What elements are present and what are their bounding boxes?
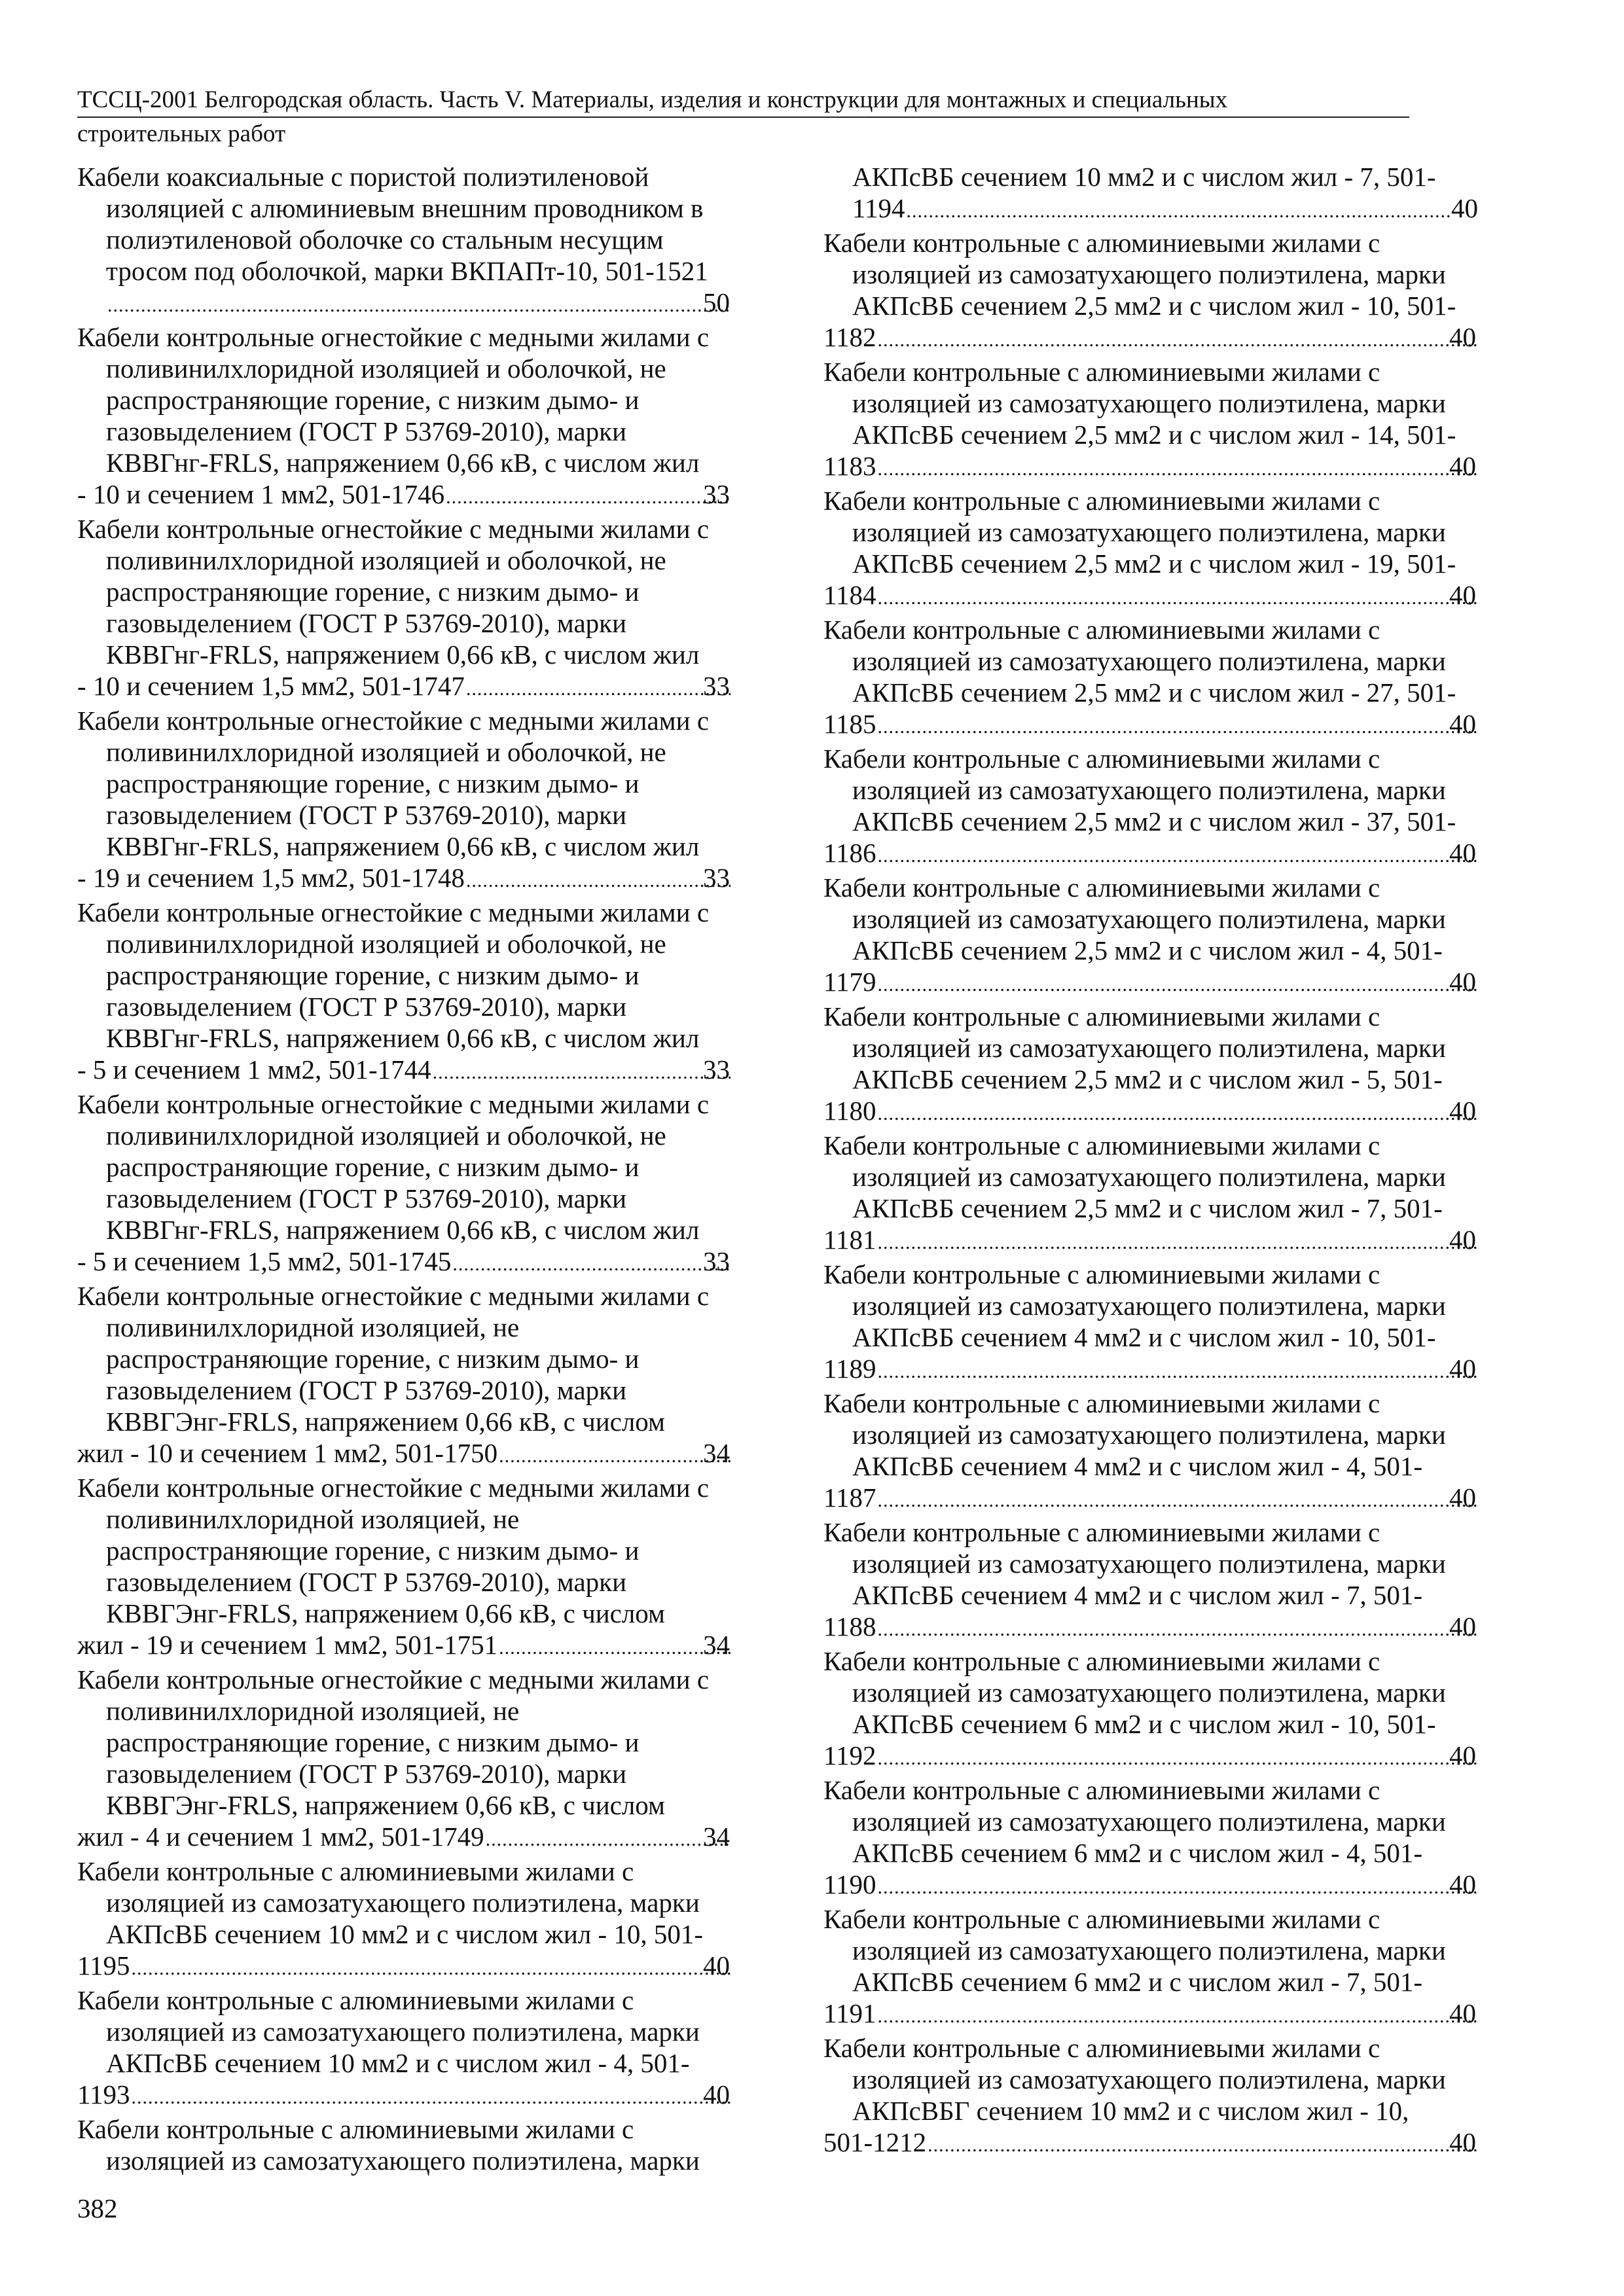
dot-leader [433,1057,731,1088]
entry-tail: 1195 ..... 40 [106,1950,732,1984]
entry-last-line: 1193 [77,2079,130,2109]
entry-last-line: - 5 и сечением 1 мм2, 501-1744 [77,1054,431,1085]
dot-leader [877,840,1477,872]
entry-page-ref: 40 [1451,193,1478,223]
entry-tail: 1189 ..... 40 [852,1353,1478,1388]
index-entry [823,1259,1478,1388]
dot-leader [877,325,1477,356]
entry-tail: - 5 и сечением 1,5 мм2, 501-1745 ..... 33 [106,1246,732,1280]
header-subtitle: строительных работ [77,120,286,147]
entry-text: АКПсВБ сечением 10 мм2 и с числом жил - 7, 501- [852,162,1436,192]
entry-text: Кабели контрольные с алюминиевыми жилами с изоляцией из самозатухающего полиэтилена, марки АКПсВБ сечением 4 мм2 и с числом жил - 4, 501- [823,1388,1446,1481]
dot-leader [452,1249,731,1280]
index-entry [823,227,1478,356]
entry-text: Кабели контрольные огнестойкие с медными жилами с поливинилхлоридной изоляцией и оболочкой, не распространяющие горение, с низким дымо- и газовыделением (ГОСТ Р 53769-2010), марки КВВГнг-FRLS, напряжением 0,66 кВ, с числом жил [77,706,710,861]
dot-leader [466,865,731,897]
entry-tail: - 5 и сечением 1 мм2, 501-1744 ..... 33 [106,1054,732,1088]
index-entry [823,1130,1478,1259]
entry-last-line: 1192 [823,1740,876,1770]
entry-tail: 1190 ..... 40 [852,1869,1478,1903]
entry-last-line: 1180 [823,1096,876,1126]
entry-last-line: 1188 [823,1611,876,1641]
index-entry [77,2113,732,2176]
index-entry [823,1645,1478,1774]
index-entry [77,1984,732,2113]
entry-tail: 1193 ..... 40 [106,2079,732,2113]
dot-leader [877,1614,1477,1645]
entry-last-line: 1179 [823,967,876,997]
entry-text: Кабели контрольные огнестойкие с медными жилами с поливинилхлоридной изоляцией, не распространяющие горение, с низким дымо- и газовыделением (ГОСТ Р 53769-2010), марки КВВГЭнг-FRLS, напряжением 0,66 кВ, с числом [77,1473,710,1628]
entry-text: Кабели контрольные с алюминиевыми жилами с изоляцией из самозатухающего полиэтилена, марки АКПсВБ сечением 2,5 мм2 и с числом жил - 5, 501- [823,1001,1446,1094]
entry-tail: 1191 ..... 40 [852,1998,1478,2032]
index-entry-continuation [823,161,1478,227]
entry-tail: 1188 ..... 40 [852,1611,1478,1645]
entry-tail: жил - 4 и сечением 1 мм2, 501-1749 ..... 34 [106,1821,732,1856]
entry-last-line: - 5 и сечением 1,5 мм2, 501-1745 [77,1246,452,1276]
dot-leader [877,583,1477,614]
index-entry [823,1903,1478,2032]
entry-tail: 501-1212 ..... 40 [852,2126,1478,2161]
index-entry [77,1472,732,1664]
index-column-right [823,161,1478,2161]
entry-tail: 1184 ..... 40 [852,579,1478,614]
entry-last-line: жил - 10 и сечением 1 мм2, 501-1750 [77,1438,498,1468]
entry-last-line: 1181 [823,1225,876,1255]
entry-tail: - 10 и сечением 1 мм2, 501-1746 ..... 33 [106,478,732,513]
entry-last-line: - 10 и сечением 1 мм2, 501-1746 [77,479,445,509]
index-entry [823,1516,1478,1645]
entry-text: Кабели контрольные с алюминиевыми жилами с изоляцией из самозатухающего полиэтилена, марки АКПсВБ сечением 6 мм2 и с числом жил - 7, 501- [823,1904,1446,1997]
entry-text: Кабели контрольные огнестойкие с медными жилами с поливинилхлоридной изоляцией, не распространяющие горение, с низким дымо- и газовыделением (ГОСТ Р 53769-2010), марки КВВГЭнг-FRLS, напряжением 0,66 кВ, с числом [77,1281,710,1437]
index-entry [823,485,1478,614]
dot-leader [499,1632,731,1664]
entry-last-line: 501-1212 [823,2127,927,2157]
index-entry [77,1280,732,1472]
dot-leader [499,1441,731,1472]
index-entry [77,513,732,705]
dot-leader [877,969,1477,1001]
index-entry [823,356,1478,485]
entry-text: Кабели контрольные с алюминиевыми жилами с изоляцией из самозатухающего полиэтилена, марки АКПсВБ сечением 2,5 мм2 и с числом жил - 19, 501- [823,486,1456,579]
index-entry [823,614,1478,743]
index-entry [77,161,732,321]
entry-text: Кабели контрольные с алюминиевыми жилами с изоляцией из самозатухающего полиэтилена, марки АКПсВБ сечением 2,5 мм2 и с числом жил - 4, 501- [823,872,1446,965]
dot-leader [877,1485,1477,1516]
entry-tail [852,192,1478,227]
index-entry [77,1664,732,1856]
entry-last-line: 1186 [823,838,876,868]
entry-last-line: 1187 [823,1482,876,1513]
entry-text: Кабели контрольные огнестойкие с медными жилами с поливинилхлоридной изоляцией и оболочкой, не распространяющие горение, с низким дымо- и газовыделением (ГОСТ Р 53769-2010), марки КВВГнг-FRLS, напряжением 0,66 кВ, с числом жил [77,1089,710,1245]
dot-leader [877,1227,1477,1259]
dot-leader [446,482,731,513]
entry-tail: 1192 ..... 40 [852,1740,1478,1774]
index-entry [77,1088,732,1280]
entry-text: Кабели коаксиальные с пористой полиэтиленовой изоляцией с алюминиевым внешним проводником в полиэтиленовой оболочке со стальным несущим тросом под оболочкой, марки ВКПАПт-10, 501-1521 [77,162,708,286]
entry-tail: - 10 и сечением 1,5 мм2, 501-1747 ..... 33 [106,670,732,705]
dot-leader [466,673,731,705]
entry-last-line: 1189 [823,1354,876,1384]
entry-text: Кабели контрольные с алюминиевыми жилами с изоляцией из самозатухающего полиэтилена, марки АКПсВБ сечением 10 мм2 и с числом жил - 10, 501- [77,1856,704,1949]
entry-text: Кабели контрольные с алюминиевыми жилами с изоляцией из самозатухающего полиэтилена, марки АКПсВБ сечением 4 мм2 и с числом жил - 10, 501- [823,1259,1446,1352]
dot-leader [877,1872,1477,1903]
dot-leader [107,290,731,321]
entry-last-line: жил - 19 и сечением 1 мм2, 501-1751 [77,1630,498,1660]
entry-tail: 1182 ..... 40 [852,321,1478,356]
dot-leader [928,2130,1477,2161]
dot-leader [877,711,1477,743]
entry-last-line: - 10 и сечением 1,5 мм2, 501-1747 [77,671,465,701]
entry-tail: 1181 ..... 40 [852,1224,1478,1259]
dot-leader [877,1098,1477,1130]
entry-tail: жил - 10 и сечением 1 мм2, 501-1750 ..... 34 [106,1437,732,1472]
page-number: 382 [77,2193,118,2223]
dot-leader [906,196,1450,227]
entry-text: Кабели контрольные огнестойкие с медными жилами с поливинилхлоридной изоляцией, не распространяющие горение, с низким дымо- и газовыделением (ГОСТ Р 53769-2010), марки КВВГЭнг-FRLS, напряжением 0,66 кВ, с числом [77,1664,710,1820]
index-column-left [77,161,732,2176]
header-title: ТССЦ-2001 Белгородская область. Часть V. Материалы, изделия и конструкции для монтажных и специальных [77,84,1409,118]
entry-last-line: 1195 [77,1950,130,1981]
index-entry [823,2032,1478,2161]
entry-text: Кабели контрольные с алюминиевыми жилами с изоляцией из самозатухающего полиэтилена, марки АКПсВБ сечением 10 мм2 и с числом жил - 4, 501- [77,1985,700,2078]
entry-last-line: 1183 [823,451,876,481]
entry-last-line: 1185 [823,709,876,739]
entry-text: Кабели контрольные огнестойкие с медными жилами с поливинилхлоридной изоляцией и оболочкой, не распространяющие горение, с низким дымо- и газовыделением (ГОСТ Р 53769-2010), марки КВВГнг-FRLS, напряжением 0,66 кВ, с числом жил [77,322,710,478]
dot-leader [486,1824,731,1856]
index-entry [823,1001,1478,1130]
entry-tail: 1185 ..... 40 [852,708,1478,743]
dot-leader [877,1743,1477,1774]
entry-text: Кабели контрольные с алюминиевыми жилами с изоляцией из самозатухающего полиэтилена, марки АКПсВБ сечением 2,5 мм2 и с числом жил - 37, 501- [823,744,1456,836]
dot-leader [877,454,1477,485]
entry-last-line: 1190 [823,1869,876,1899]
entry-tail: 1187 ..... 40 [852,1482,1478,1516]
entry-text: Кабели контрольные огнестойкие с медными жилами с поливинилхлоридной изоляцией и оболочкой, не распространяющие горение, с низким дымо- и газовыделением (ГОСТ Р 53769-2010), марки КВВГнг-FRLS, напряжением 0,66 кВ, с числом жил [77,514,710,670]
dot-leader [877,2001,1477,2032]
index-entry [77,1856,732,1984]
index-entry [823,1388,1478,1516]
entry-text: Кабели контрольные с алюминиевыми жилами с изоляцией из самозатухающего полиэтилена, марки АКПсВБ сечением 2,5 мм2 и с числом жил - 7, 501- [823,1130,1446,1223]
entry-text: Кабели контрольные с алюминиевыми жилами с изоляцией из самозатухающего полиэтилена, марки АКПсВБГ сечением 10 мм2 и с числом жил - 10, [823,2033,1446,2126]
dot-leader [131,2082,731,2113]
entry-last-line: 1182 [823,322,876,352]
entry-last-line: 1194 [852,193,905,223]
running-header [77,84,1409,151]
entry-text: Кабели контрольные с алюминиевыми жилами с изоляцией из самозатухающего полиэтилена, марки АКПсВБ сечением 2,5 мм2 и с числом жил - 27, 501- [823,615,1456,708]
entry-last-line: 1191 [823,1998,876,2028]
entry-tail: - 19 и сечением 1,5 мм2, 501-1748 ..... 33 [106,862,732,897]
entry-text: Кабели контрольные с алюминиевыми жилами с изоляцией из самозатухающего полиэтилена, марки АКПсВБ сечением 6 мм2 и с числом жил - 10, 501- [823,1646,1446,1739]
entry-text: Кабели контрольные с алюминиевыми жилами с изоляцией из самозатухающего полиэтилена, марки АКПсВБ сечением 2,5 мм2 и с числом жил - 10, 501- [823,228,1456,321]
index-entry [77,705,732,897]
entry-text: Кабели контрольные с алюминиевыми жилами с изоляцией из самозатухающего полиэтилена, марки [77,2114,700,2176]
entry-text: Кабели контрольные с алюминиевыми жилами с изоляцией из самозатухающего полиэтилена, марки АКПсВБ сечением 4 мм2 и с числом жил - 7, 501- [823,1517,1446,1610]
entry-tail: жил - 19 и сечением 1 мм2, 501-1751 ..... 34 [106,1629,732,1664]
entry-last-line: жил - 4 и сечением 1 мм2, 501-1749 [77,1821,484,1852]
dot-leader [131,1953,731,1984]
index-entry [823,743,1478,872]
entry-last-line: - 19 и сечением 1,5 мм2, 501-1748 [77,863,465,893]
entry-last-line: 1184 [823,580,876,610]
index-entry [823,872,1478,1001]
entry-text: Кабели контрольные с алюминиевыми жилами с изоляцией из самозатухающего полиэтилена, марки АКПсВБ сечением 6 мм2 и с числом жил - 4, 501- [823,1775,1446,1868]
entry-tail: 1186 ..... 40 [852,837,1478,872]
dot-leader [877,1356,1477,1388]
entry-tail: 1179 ..... 40 [852,966,1478,1001]
entry-tail: ..... 50 [106,287,732,321]
index-entry [77,321,732,513]
entry-tail: 1180 ..... 40 [852,1095,1478,1130]
index-entry [77,897,732,1088]
entry-text: Кабели контрольные огнестойкие с медными жилами с поливинилхлоридной изоляцией и оболочкой, не распространяющие горение, с низким дымо- и газовыделением (ГОСТ Р 53769-2010), марки КВВГнг-FRLS, напряжением 0,66 кВ, с числом жил [77,897,710,1053]
entry-tail: 1183 ..... 40 [852,450,1478,485]
index-entry [823,1774,1478,1903]
entry-text: Кабели контрольные с алюминиевыми жилами с изоляцией из самозатухающего полиэтилена, марки АКПсВБ сечением 2,5 мм2 и с числом жил - 14, 501- [823,357,1456,450]
